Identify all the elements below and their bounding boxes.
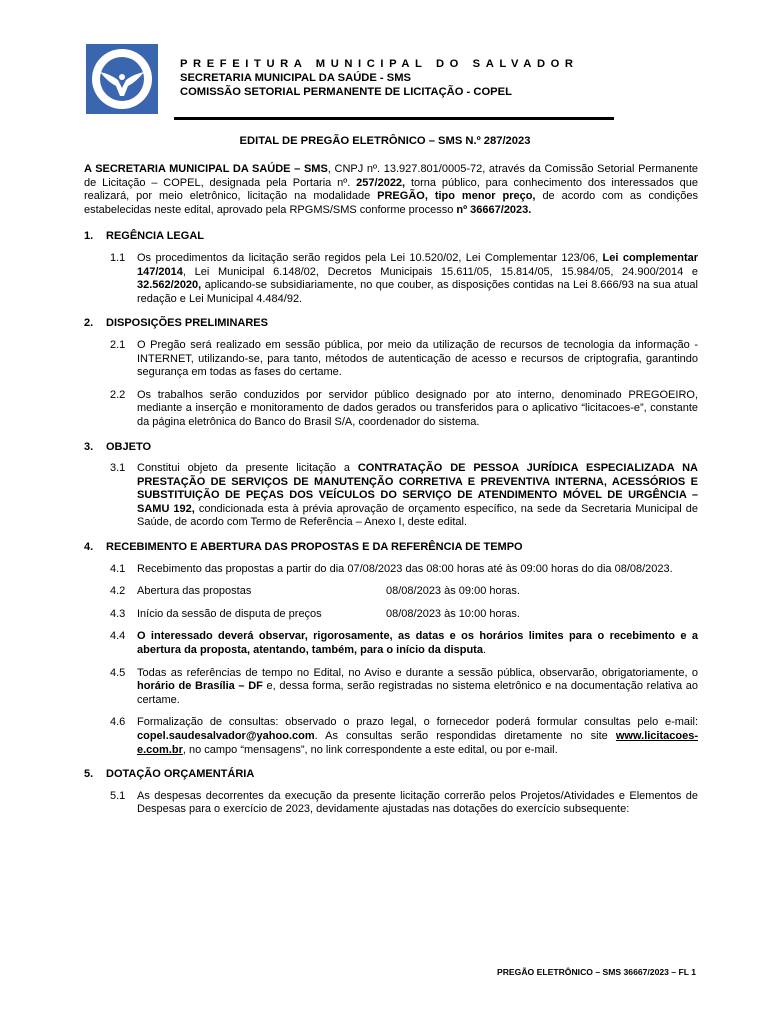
clause-number: 4.2	[110, 585, 126, 598]
intro-paragraph	[84, 163, 698, 217]
clause-text-part: condicionada esta à prévia aprovação de orçamento específico, na sede da Secretaria Municipal de Saúde, de acordo com Termo de Referência – Anexo I, deste edital.	[137, 502, 698, 529]
intro-bold-3: PREGÃO, tipo menor preço,	[377, 190, 536, 203]
clause-text-part: .	[482, 644, 487, 657]
clause-number: 4.5	[110, 666, 126, 679]
schedule-value: 08/08/2023 às 09:00 horas.	[386, 585, 520, 598]
clause-bold-part: horário de Brasília – DF	[137, 680, 263, 693]
clause-text-part: aplicando-se subsidiariamente, no que couber, as disposições contidas na Lei 8.666/93 na sua atual redação e Lei Municipal 4.484/92.	[137, 279, 698, 305]
clause-4-5	[110, 667, 698, 708]
clause-number: 3.1	[110, 462, 126, 475]
schedule-value: 08/08/2023 às 10:00 horas.	[386, 607, 520, 620]
section-heading-2	[84, 317, 698, 331]
clause-number: 1.1	[110, 251, 126, 264]
clause-text-part: . As consultas serão respondidas diretamente no site	[314, 730, 616, 742]
page-footer: PREGÃO ELETRÔNICO – SMS 36667/2023 – FL 1	[496, 967, 696, 977]
section-heading-3	[84, 441, 698, 455]
letterhead	[180, 57, 579, 99]
clause-text	[137, 252, 698, 306]
clause-text-part: , Lei Municipal 6.148/02, Decretos Municipais 15.611/05, 15.814/05, 15.984/05, 24.900/2014 e	[182, 265, 698, 278]
section-number: 4.	[84, 541, 94, 554]
clause-2-1	[110, 339, 698, 380]
clause-number: 2.1	[110, 338, 126, 351]
letterhead-commission: COMISSÃO SETORIAL PERMANENTE DE LICITAÇÃO - COPEL	[180, 86, 512, 98]
contact-email: copel.saudesalvador@yahoo.com	[137, 730, 315, 742]
section-title: DOTAÇÃO ORÇAMENTÁRIA	[106, 768, 255, 781]
section-number: 5.	[84, 768, 94, 781]
clause-bold-part: CONTRATAÇÃO DE PESSOA JURÍDICA ESPECIALIZADA NA PRESTAÇÃO DE SERVIÇOS DE MANUTENÇÃO CORRETIVA E PREVENTIVA INTERNA, ACESSÓRIOS E SUBSTITUIÇÃO DE PEÇAS DOS VEÍCULOS DO SERVIÇO DE ATENDIMENTO MÓVEL DE URGÊNCIA – SAMU 192,	[137, 462, 698, 515]
clause-4-1	[110, 563, 698, 577]
clause-text-part: , no campo “mensagens”, no link correspondente a este edital, ou por e-mail.	[182, 743, 558, 756]
clause-4-4	[110, 630, 698, 657]
schedule-label: Abertura das propostas	[137, 585, 252, 598]
section-title: DISPOSIÇÕES PRELIMINARES	[106, 317, 268, 330]
clause-5-1	[110, 790, 698, 817]
intro-text-1: , CNPJ nº. 13.927.801/0005-72, através da Comissão Setorial Permanente de Licitação – COPEL, designada pela Portaria nº.	[84, 163, 698, 189]
clause-bold-part: 32.562/2020,	[137, 279, 202, 292]
document-title: EDITAL DE PREGÃO ELETRÔNICO – SMS N.º 287/2023	[239, 135, 531, 147]
clause-number: 5.1	[110, 789, 126, 802]
clause-bold-part: Lei complementar 147/2014	[137, 251, 699, 278]
section-title: RECEBIMENTO E ABERTURA DAS PROPOSTAS E DA REFERÊNCIA DE TEMPO	[106, 541, 523, 554]
header-rule	[174, 117, 614, 120]
intro-text-2: torna público, para conhecimento dos interessados que realizará, por meio eletrônico, licitação na modalidade	[84, 176, 698, 203]
clause-text	[137, 667, 698, 708]
clause-text-part: Constitui objeto da presente licitação a	[137, 462, 358, 475]
letterhead-secretariat: SECRETARIA MUNICIPAL DA SAÚDE - SMS	[180, 72, 412, 84]
clause-4-6	[110, 716, 698, 757]
clause-text: Recebimento das propostas a partir do dia 07/08/2023 das 08:00 horas até às 09:00 horas do dia 08/08/2023.	[137, 562, 673, 575]
clause-4-2	[110, 585, 698, 599]
clause-text-part: Os procedimentos da licitação serão regidos pela Lei 10.520/02, Lei Complementar 123/06,	[137, 251, 603, 264]
section-heading-5	[84, 768, 698, 782]
clause-number: 4.6	[110, 716, 126, 729]
intro-text-3: de acordo com as condições estabelecidas neste edital, aprovado pela RPGMS/SMS conforme processo	[84, 190, 698, 216]
intro-bold-4: nº 36667/2023.	[456, 203, 532, 216]
clause-text-part: e, dessa forma, serão registradas no sistema eletrônico e na documentação relativa ao certame.	[137, 680, 699, 706]
clause-text: O Pregão será realizado em sessão pública, por meio da utilização de recursos de tecnologia da informação - INTERNET, utilizando-se, para tanto, métodos de autenticação de acesso e recursos de criptografia, garantindo segurança em todas as fases do certame.	[137, 338, 698, 379]
clause-4-3	[110, 608, 698, 622]
section-title: REGÊNCIA LEGAL	[106, 230, 204, 243]
document-body	[84, 163, 698, 826]
clause-1-1	[110, 252, 698, 306]
clause-text	[137, 630, 698, 657]
section-heading-4	[84, 541, 698, 555]
section-number: 3.	[84, 440, 94, 453]
schedule-label: Início da sessão de disputa de preços	[137, 607, 322, 620]
clause-number: 4.4	[110, 630, 126, 643]
clause-text-part: Formalização de consultas: observado o prazo legal, o fornecedor poderá formular consultas pelo e-mail:	[137, 716, 698, 729]
clause-number: 4.1	[110, 562, 126, 575]
clause-bold-part: O interessado deverá observar, rigorosamente, as datas e os horários limites para o recebimento e a abertura da proposta, atentando, também, para o início da disputa	[137, 630, 698, 657]
section-heading-1	[84, 230, 698, 244]
clause-number: 4.3	[110, 607, 126, 620]
clause-text: Os trabalhos serão conduzidos por servidor público designado por ato interno, denominado PREGOEIRO, mediante a inserção e monitoramento de dados gerados ou transferidos para o aplicativo “licitacoes-e”, constante da página eletrônica do Banco do Brasil S/A, coordenador do sistema.	[137, 388, 698, 428]
clause-3-1	[110, 462, 698, 530]
section-number: 1.	[84, 230, 94, 243]
clause-text	[137, 716, 698, 757]
clause-text-part: Todas as referências de tempo no Edital, no Aviso e durante a sessão pública, observarão, obrigatoriamente, o	[137, 666, 698, 679]
clause-number: 2.2	[110, 388, 126, 401]
city-seal-emblem	[86, 44, 158, 114]
section-title: OBJETO	[106, 440, 152, 453]
clause-text: As despesas decorrentes da execução da presente licitação correrão pelos Projetos/Atividades e Elementos de Despesas para o exercício de 2023, devidamente ajustadas nas dotações do exercício subsequente:	[137, 789, 698, 816]
clause-text	[137, 462, 698, 530]
letterhead-municipality: PREFEITURA MUNICIPAL DO SALVADOR	[180, 58, 579, 70]
clause-2-2	[110, 389, 698, 430]
section-number: 2.	[84, 317, 94, 330]
intro-bold-2: 257/2022,	[356, 176, 406, 189]
intro-bold-1: A SECRETARIA MUNICIPAL DA SAÚDE – SMS	[84, 163, 328, 175]
website-link[interactable]: www.licitacoes-e.com.br	[137, 730, 698, 756]
